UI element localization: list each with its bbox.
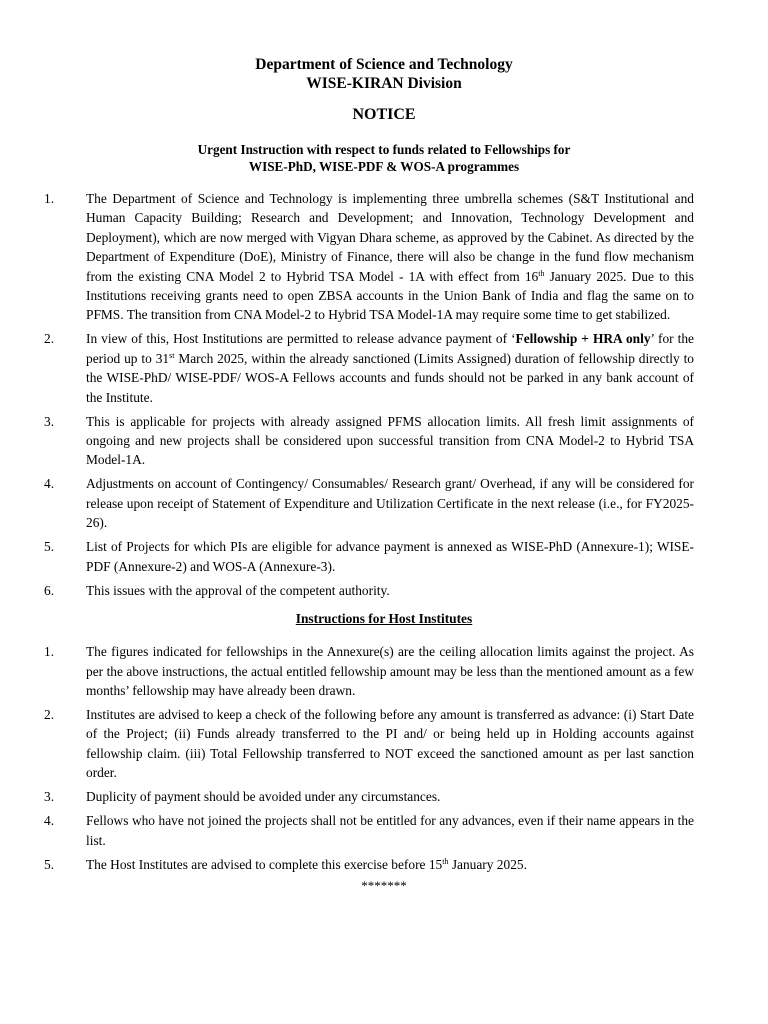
item-text: List of Projects for which PIs are eligible for advance payment is annexed as WISE-PhD (Annexure-1); WISE-PDF (Annexure-2) and WOS-A (Annexure-3). [86, 539, 694, 574]
list-item [44, 412, 694, 470]
item-text [86, 855, 694, 874]
item-text: This is applicable for projects with already assigned PFMS allocation limits. All fresh limit assignments of ongoing and new projects shall be considered upon successful transition from CNA Model-2 to Hybrid TSA Model-1A. [86, 413, 694, 468]
department-name: Department of Science and Technology [255, 56, 513, 73]
list-item [44, 855, 694, 874]
superscript: st [169, 350, 175, 360]
list-item [44, 581, 694, 600]
subject-heading [74, 141, 694, 175]
item-text-part: The Host Institutes are advised to complete this exercise before 15 [86, 856, 443, 872]
item-number: 2. [44, 706, 55, 722]
item-number: 1. [44, 644, 55, 660]
item-number: 3. [44, 789, 55, 805]
item-number: 5. [44, 539, 55, 555]
item-text-part: In view of this, Host Institutions are permitted to release advance payment of ‘ [86, 331, 516, 347]
item-number: 3. [44, 413, 55, 429]
item-text-part: January 2025. [448, 856, 527, 872]
item-number: 5. [44, 856, 55, 872]
list-item [44, 537, 694, 576]
list-item [44, 474, 694, 532]
superscript: th [442, 856, 449, 866]
instructions-heading: Instructions for Host Institutes [295, 611, 473, 627]
subject-line-1: Urgent Instruction with respect to funds related to Fellowships for [197, 142, 571, 157]
notice-title: NOTICE [352, 106, 416, 123]
list-item [44, 329, 694, 407]
end-marker: ******* [361, 877, 407, 893]
list-item [44, 705, 694, 783]
bold-text: Fellowship + HRA only [515, 331, 651, 347]
item-text [86, 329, 694, 407]
notice-list [44, 189, 694, 600]
item-text [86, 189, 694, 325]
superscript: th [538, 268, 545, 278]
list-item [44, 811, 694, 850]
item-text-part: The Department of Science and Technology is implementing three umbrella schemes (S&T Institutional and Human Capacity Building; Research and Development; and Innovation, Technology Development and Deployment), which are now merged with Vigyan Dhara scheme, as approved by the Cabinet. As directed by the Department of Expenditure (DoE), Ministry of Finance, there will also be change in the fund flow mechanism from the existing CNA Model 2 to Hybrid TSA Model - 1A with effect from 16 [86, 191, 694, 284]
item-text: Adjustments on account of Contingency/ Consumables/ Research grant/ Overhead, if any will be considered for release upon receipt of Statement of Expenditure and Utilization Certificate in the next release (i.e., for FY2025-26). [86, 476, 694, 531]
item-text: The figures indicated for fellowships in the Annexure(s) are the ceiling allocation limits against the project. As per the above instructions, the actual entitled fellowship amount may be less than the mentioned amount as a few months’ fellowship may have already been drawn. [86, 644, 694, 698]
item-number: 2. [44, 331, 55, 347]
item-number: 4. [44, 476, 55, 492]
item-text-part: March 2025, within the already sanctioned (Limits Assigned) duration of fellowship directly to the WISE-PhD/ WISE-PDF/ WOS-A Fellows accounts and funds should not be parked in any bank account of the Institute. [86, 350, 694, 405]
instructions-list [44, 642, 694, 874]
item-text: Duplicity of payment should be avoided under any circumstances. [86, 789, 441, 805]
list-item [44, 787, 694, 806]
list-item [44, 642, 694, 700]
item-text: This issues with the approval of the competent authority. [86, 582, 390, 598]
item-number: 4. [44, 813, 55, 829]
division-name: WISE-KIRAN Division [306, 75, 462, 92]
item-text-part: January 2025. Due to this Institutions receiving grants need to open ZBSA accounts in the Union Bank of India and flag the same on to PFMS. The transition from CNA Model-2 to Hybrid TSA Model-1A may require some time to get stabilized. [86, 268, 694, 323]
item-text-part: ’ for the period up to 31 [86, 331, 695, 366]
subject-line-2: WISE-PhD, WISE-PDF & WOS-A programmes [248, 159, 520, 174]
item-text: Institutes are advised to keep a check of the following before any amount is transferred as advance: (i) Start Date of the Project; (ii) Funds already transferred to the PI and/ or being held up in Holding accounts against fellowship claim. (iii) Total Fellowship transferred to NOT exceed the sanctioned amount as per last sanction order. [86, 706, 694, 781]
list-item [44, 189, 694, 325]
item-number: 1. [44, 191, 55, 206]
item-number: 6. [44, 582, 55, 598]
item-text: Fellows who have not joined the projects shall not be entitled for any advances, even if their name appears in the list. [86, 813, 694, 848]
